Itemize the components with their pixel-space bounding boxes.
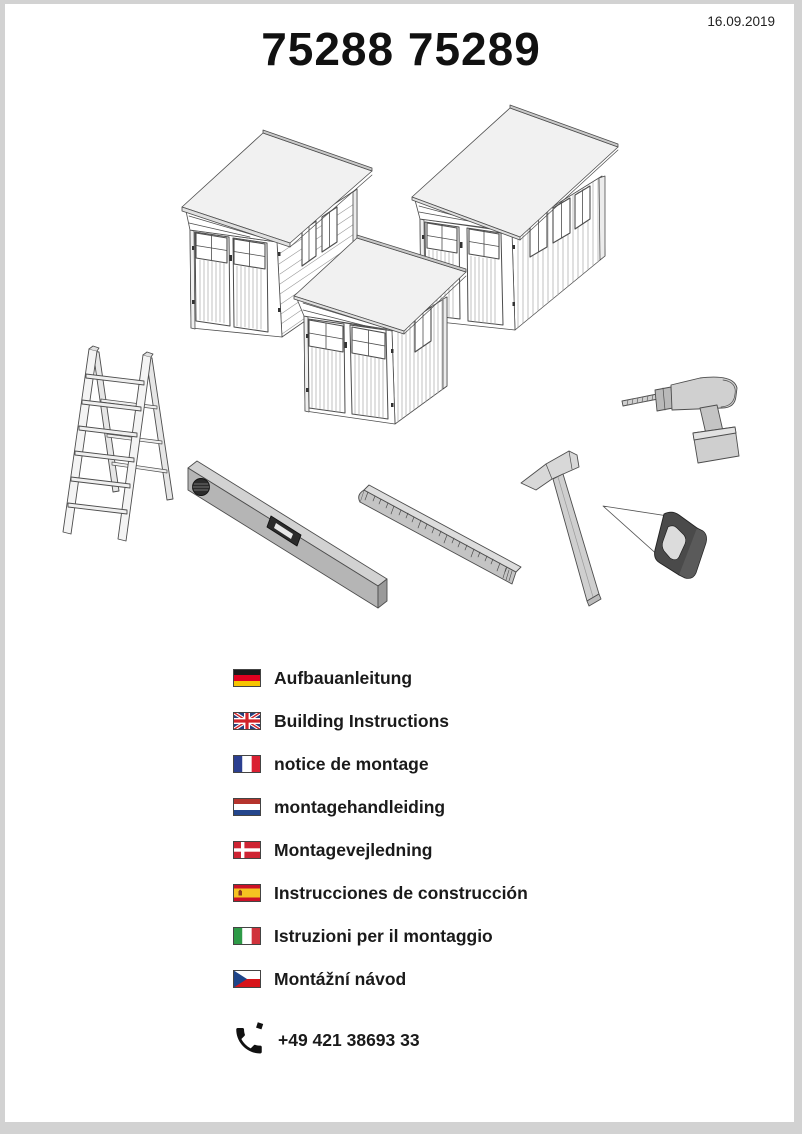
language-row-english xyxy=(233,712,449,730)
language-label: Istruzioni per il montaggio xyxy=(274,926,493,946)
phone-number: +49 421 38693 33 xyxy=(278,1029,420,1050)
language-label: Instrucciones de construcción xyxy=(274,883,528,903)
language-label: Aufbauanleitung xyxy=(274,668,413,688)
language-label: notice de montage xyxy=(274,754,429,774)
spain-flag-icon xyxy=(233,884,261,902)
language-label: Montážní návod xyxy=(274,969,407,989)
spirit-level xyxy=(188,461,387,608)
page-title: 75288 75289 xyxy=(261,23,541,75)
language-label: Building Instructions xyxy=(274,711,449,731)
italy-flag-icon xyxy=(233,927,261,945)
language-label: Montagevejledning xyxy=(274,840,433,860)
stepladder xyxy=(63,346,173,541)
language-row-french xyxy=(233,755,429,773)
netherlands-flag-icon xyxy=(233,798,261,816)
language-row-italian xyxy=(233,927,493,945)
phone-icon xyxy=(232,1022,266,1058)
language-row-spanish xyxy=(233,884,528,902)
language-row-german xyxy=(233,669,412,687)
france-flag-icon xyxy=(233,755,261,773)
language-row-dutch xyxy=(233,798,445,816)
language-label: montagehandleiding xyxy=(274,797,446,817)
service-phone-row xyxy=(232,1022,420,1058)
hammer xyxy=(521,451,601,606)
shed-back-right xyxy=(412,105,618,330)
germany-flag-icon xyxy=(233,669,261,687)
manual-cover-page xyxy=(5,4,794,1122)
page-date: 16.09.2019 xyxy=(707,14,775,29)
cordless-drill xyxy=(622,377,739,463)
denmark-flag-icon xyxy=(233,841,261,859)
uk-flag-icon xyxy=(233,712,261,730)
hand-saw xyxy=(603,506,707,578)
czech-republic-flag-icon xyxy=(233,970,261,988)
language-row-danish xyxy=(233,841,432,859)
language-row-czech xyxy=(233,970,406,988)
folding-rule xyxy=(359,485,521,584)
